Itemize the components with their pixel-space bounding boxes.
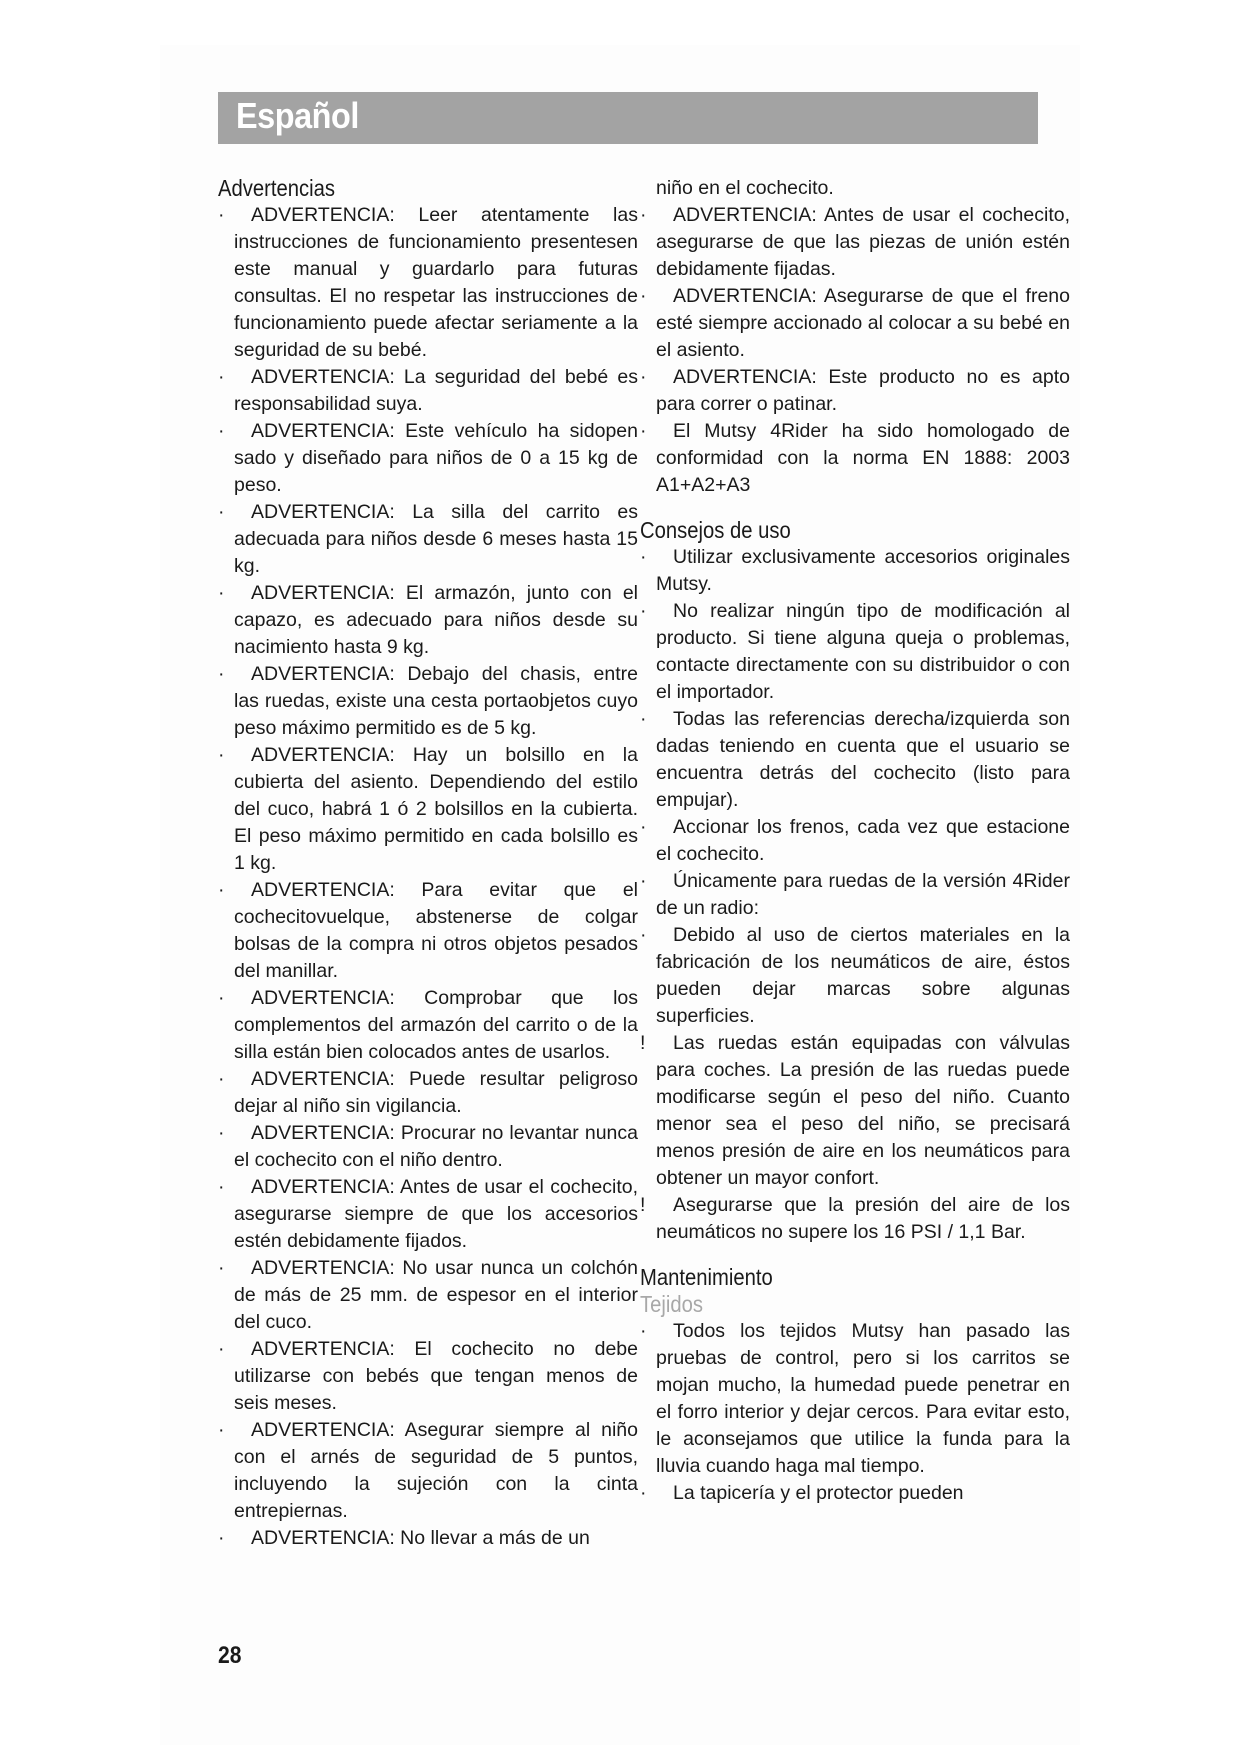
- list-item: [640, 418, 1070, 499]
- item-text: ADVERTENCIA: No usar nunca un colchón de más de 25 mm. de espesor en el interior del cuco.: [234, 1257, 638, 1333]
- list-item: [640, 1318, 1070, 1480]
- bullet-marker: ·: [218, 1122, 225, 1144]
- fabrics-list: [640, 1318, 1070, 1507]
- bullet-marker: ·: [640, 600, 647, 622]
- section-title-advertencias: Advertencias: [218, 175, 336, 201]
- bullet-marker: ·: [218, 744, 225, 766]
- bullet-marker: ·: [640, 1320, 647, 1342]
- page-number: 28: [218, 1642, 242, 1669]
- list-item: [218, 877, 638, 985]
- bullet-marker: ·: [218, 501, 225, 523]
- bullet-marker: ·: [218, 1176, 225, 1198]
- item-text: ADVERTENCIA: Para evitar que el cochecitovuelque, abstenerse de colgar bolsas de la compra ni otros objetos pesados del manillar.: [234, 879, 638, 982]
- list-item: [218, 1525, 638, 1552]
- list-item: [640, 1030, 1070, 1192]
- item-text: ADVERTENCIA: Leer atentamente las instrucciones de funcionamiento presentesen este manual y guardarlo para futuras consultas. El no respetar las instrucciones de funcionamiento puede afectar seriamente a la seguridad de su bebé.: [234, 204, 638, 361]
- item-text: ADVERTENCIA: Este vehículo ha sidopen sado y diseñado para niños de 0 a 15 kg de peso.: [234, 420, 638, 496]
- list-item: [218, 202, 638, 364]
- language-title: Español: [236, 95, 359, 136]
- item-text: ADVERTENCIA: Asegurar siempre al niño con el arnés de seguridad de 5 puntos, incluyendo la sujeción con la cinta entrepiernas.: [234, 1419, 638, 1522]
- bullet-marker: ·: [218, 1419, 225, 1441]
- item-text: ADVERTENCIA: Procurar no levantar nunca el cochecito con el niño dentro.: [234, 1122, 638, 1171]
- item-text: ADVERTENCIA: El armazón, junto con el capazo, es adecuado para niños desde su nacimiento hasta 9 kg.: [234, 582, 638, 658]
- item-text: Accionar los frenos, cada vez que estacione el cochecito.: [656, 816, 1070, 865]
- item-text: ADVERTENCIA: Hay un bolsillo en la cubierta del asiento. Dependiendo del estilo del cuco, habrá 1 ó 2 bolsillos en la cubierta. El peso máximo permitido en cada bolsillo es 1 kg.: [234, 744, 638, 874]
- list-item: [218, 1174, 638, 1255]
- bullet-marker: ·: [640, 420, 647, 442]
- warnings-list: [218, 202, 638, 1552]
- bullet-marker: ·: [218, 987, 225, 1009]
- section-title-consejos: Consejos de uso: [640, 517, 791, 543]
- item-text: ADVERTENCIA: Puede resultar peligroso dejar al niño sin vigilancia.: [234, 1068, 638, 1117]
- bullet-marker: ·: [218, 1527, 225, 1549]
- bullet-marker: ·: [640, 708, 647, 730]
- item-text: Todas las referencias derecha/izquierda son dadas teniendo en cuenta que el usuario se encuentra detrás del cochecito (listo para empujar).: [656, 708, 1070, 811]
- bullet-marker: ·: [218, 582, 225, 604]
- right-column: [640, 175, 1070, 1507]
- language-header-bar: [218, 92, 1038, 144]
- list-item: [218, 1417, 638, 1525]
- list-item: [218, 364, 638, 418]
- bullet-marker: ·: [218, 366, 225, 388]
- bullet-marker: !: [640, 1032, 646, 1054]
- item-text: Asegurarse que la presión del aire de los neumáticos no supere los 16 PSI / 1,1 Bar.: [656, 1194, 1070, 1243]
- item-text: Debido al uso de ciertos materiales en la fabricación de los neumáticos de aire, éstos pueden dejar marcas sobre algunas superficies.: [656, 924, 1070, 1027]
- bullet-marker: ·: [218, 879, 225, 901]
- list-item: [640, 1192, 1070, 1246]
- item-text: ADVERTENCIA: La silla del carrito es adecuada para niños desde 6 meses hasta 15 kg.: [234, 501, 638, 577]
- list-item: [218, 418, 638, 499]
- item-text: ADVERTENCIA: El cochecito no debe utilizarse con bebés que tengan menos de seis meses.: [234, 1338, 638, 1414]
- item-text: Todos los tejidos Mutsy han pasado las pruebas de control, pero si los carritos se mojan mucho, la humedad puede penetrar en el forro interior y dejar cercos. Para evitar esto, le aconsejamos que utilice la funda para la lluvia cuando haga mal tiempo.: [656, 1320, 1070, 1477]
- list-item: [640, 598, 1070, 706]
- bullet-marker: ·: [218, 204, 225, 226]
- item-text: ADVERTENCIA: Comprobar que los complementos del armazón del carrito o de la silla están bien colocados antes de usarlos.: [234, 987, 638, 1063]
- item-text: El Mutsy 4Rider ha sido homologado de conformidad con la norma EN 1888: 2003 A1+A2+A3: [656, 420, 1070, 496]
- item-text: La tapicería y el protector pueden: [673, 1482, 964, 1504]
- list-item: [640, 868, 1070, 922]
- bullet-marker: ·: [640, 924, 647, 946]
- section-title-mantenimiento: Mantenimiento: [640, 1264, 773, 1290]
- list-item: [218, 1120, 638, 1174]
- bullet-marker: ·: [640, 366, 647, 388]
- item-text: ADVERTENCIA: Este producto no es apto para correr o patinar.: [656, 366, 1070, 415]
- item-text: No realizar ningún tipo de modificación al producto. Si tiene alguna queja o problemas, contacte directamente con su distribuidor o con el importador.: [656, 600, 1070, 703]
- list-item: [218, 742, 638, 877]
- item-text: ADVERTENCIA: La seguridad del bebé es responsabilidad suya.: [234, 366, 638, 415]
- list-item: [640, 202, 1070, 283]
- list-item: [218, 1336, 638, 1417]
- bullet-marker: ·: [218, 663, 225, 685]
- list-item: [218, 580, 638, 661]
- item-text: ADVERTENCIA: Asegurarse de que el freno esté siempre accionado al colocar a su bebé en el asiento.: [656, 285, 1070, 361]
- list-item: [218, 1066, 638, 1120]
- bullet-marker: ·: [640, 870, 647, 892]
- list-item: [218, 661, 638, 742]
- warnings-list-continued: [640, 202, 1070, 499]
- bullet-marker: ·: [218, 1338, 225, 1360]
- list-item: [218, 985, 638, 1066]
- bullet-marker: ·: [640, 1482, 647, 1504]
- left-column: [218, 175, 638, 1552]
- bullet-marker: ·: [640, 285, 647, 307]
- bullet-marker: ·: [640, 546, 647, 568]
- item-text: Utilizar exclusivamente accesorios originales Mutsy.: [656, 546, 1070, 595]
- list-item: [218, 1255, 638, 1336]
- item-text: ADVERTENCIA: Debajo del chasis, entre las ruedas, existe una cesta portaobjetos cuyo peso máximo permitido es de 5 kg.: [234, 663, 638, 739]
- bullet-marker: !: [640, 1194, 646, 1216]
- list-item: [640, 364, 1070, 418]
- bullet-marker: ·: [640, 204, 647, 226]
- continuation-text: niño en el cochecito.: [656, 177, 834, 199]
- list-item: [640, 544, 1070, 598]
- bullet-marker: ·: [218, 1068, 225, 1090]
- list-item: [640, 283, 1070, 364]
- list-item: [640, 814, 1070, 868]
- item-text: Únicamente para ruedas de la versión 4Rider de un radio:: [656, 870, 1070, 919]
- item-text: Las ruedas están equipadas con válvulas para coches. La presión de las ruedas puede modificarse según el peso del niño. Cuanto menor sea el peso del niño, se precisará menos presión de aire en los neumáticos para obtener un mayor confort.: [656, 1032, 1070, 1189]
- list-item: [640, 1480, 1070, 1507]
- bullet-marker: ·: [640, 816, 647, 838]
- bullet-marker: ·: [218, 1257, 225, 1279]
- item-text: ADVERTENCIA: No llevar a más de un: [251, 1527, 590, 1549]
- item-text: ADVERTENCIA: Antes de usar el cochecito, asegurarse siempre de que los accesorios estén debidamente fijados.: [234, 1176, 638, 1252]
- tips-list: [640, 544, 1070, 1246]
- item-text: ADVERTENCIA: Antes de usar el cochecito, asegurarse de que las piezas de unión estén debidamente fijadas.: [656, 204, 1070, 280]
- list-item: [218, 499, 638, 580]
- bullet-marker: ·: [218, 420, 225, 442]
- subsection-title-tejidos: Tejidos: [640, 1291, 704, 1317]
- list-item: [640, 706, 1070, 814]
- list-item: [640, 922, 1070, 1030]
